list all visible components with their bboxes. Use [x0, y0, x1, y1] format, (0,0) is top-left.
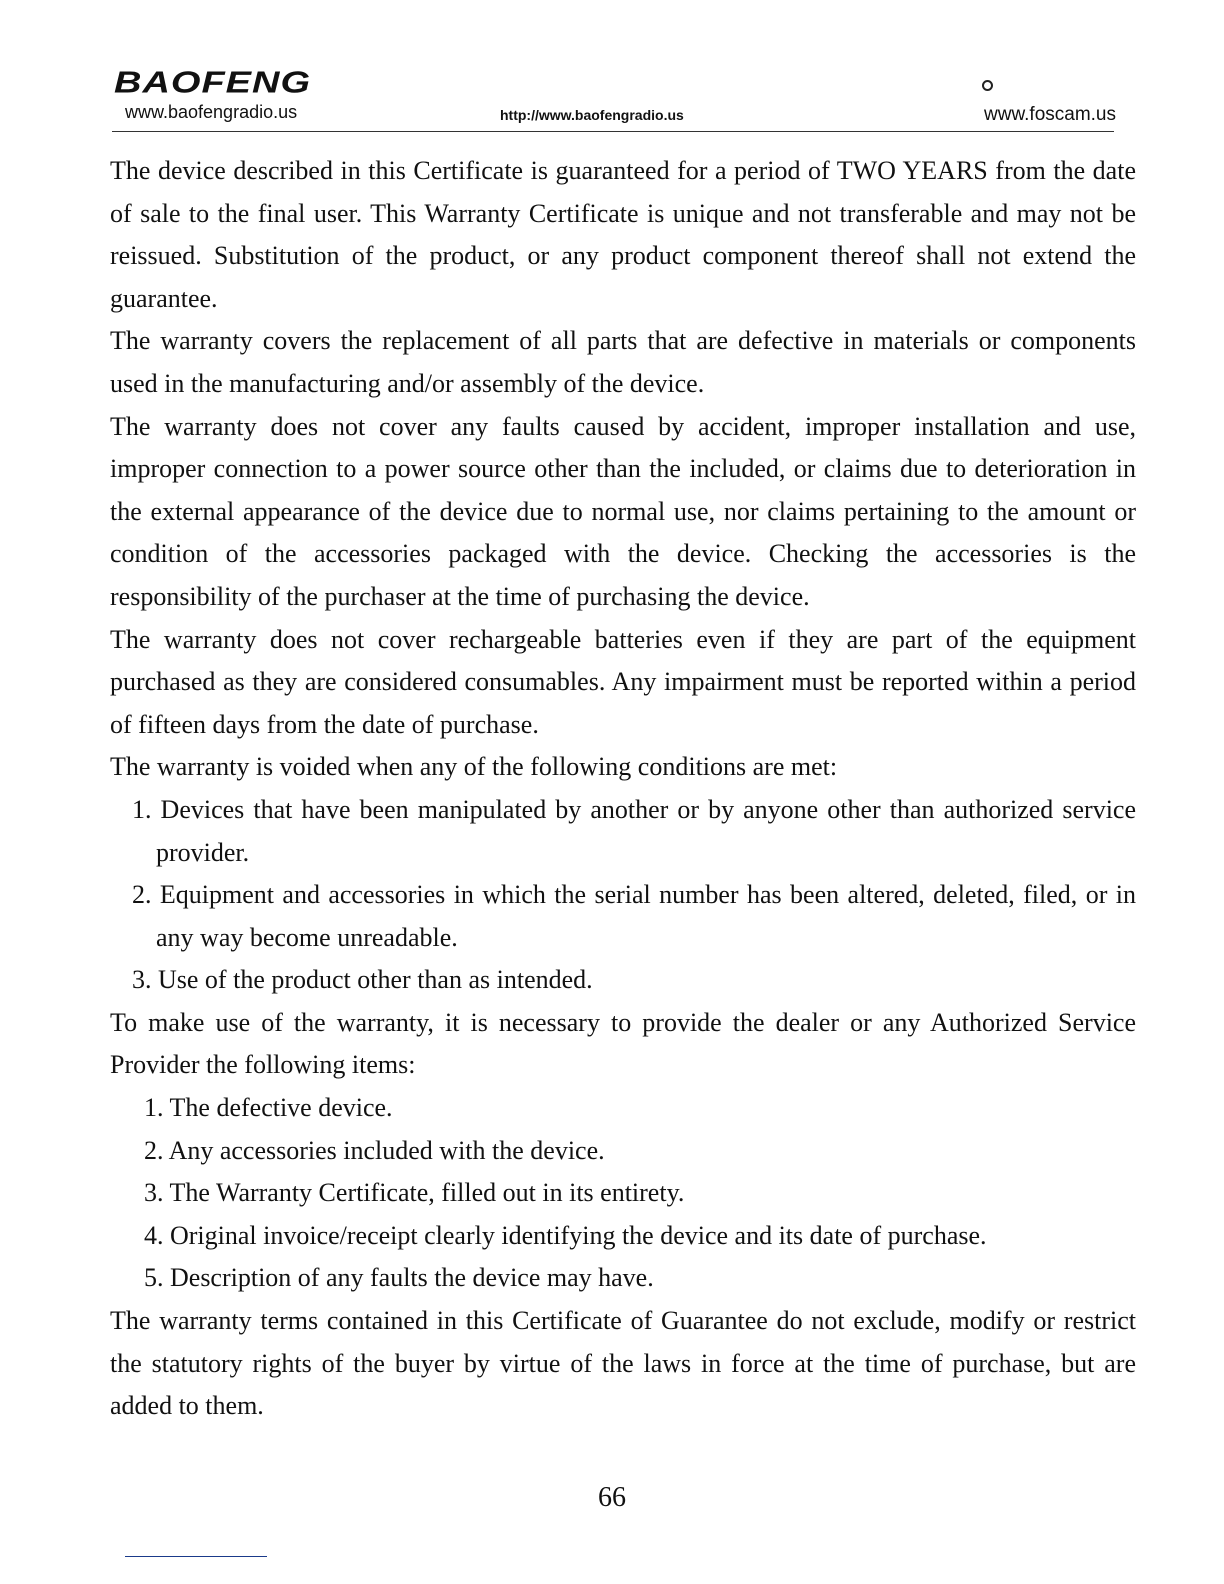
list-item: 2. Any accessories included with the device. — [144, 1135, 605, 1165]
list-item: 4. Original invoice/receipt clearly identifying the device and its date of purchase. — [144, 1220, 987, 1250]
warranty-text — [110, 150, 1136, 1428]
footer-line — [125, 1556, 267, 1557]
list-item: 2. Equipment and accessories in which the serial number has been altered, deleted, filed, or in any way become unreadable. — [132, 880, 1136, 952]
paragraph-coverage: The warranty covers the replacement of all parts that are defective in materials or components used in the manufacturing and/or assembly of the device. — [110, 326, 1136, 398]
header-right-url: www.foscam.us — [984, 104, 1116, 125]
paragraph-exclusions: The warranty does not cover any faults caused by accident, improper installation and use, improper connection to a power source other than the included, or claims due to deterioration in the external appearance of the device due to normal use, nor claims pertaining to the amount or condition of the accessories packaged with the device. Checking the accessories is the responsibility of the purchaser at the time of purchasing the device. — [110, 411, 1136, 611]
list-item: 3. Use of the product other than as intended. — [132, 965, 593, 995]
page-number: 66 — [598, 1482, 626, 1513]
paragraph-void-intro: The warranty is voided when any of the following conditions are met: — [110, 752, 838, 782]
header-divider — [112, 131, 1114, 132]
header-center-url: http://www.baofengradio.us — [500, 107, 684, 123]
decorative-dot — [982, 80, 993, 91]
paragraph-claim-intro: To make use of the warranty, it is necessary to provide the dealer or any Authorized Service Provider the following items: — [110, 1007, 1136, 1080]
paragraph-batteries: The warranty does not cover rechargeable batteries even if they are part of the equipment purchased as they are considered consumables. Any impairment must be reported within a period of fifteen days from the date of purchase. — [110, 624, 1136, 739]
paragraph-guarantee-period: The device described in this Certificate is guaranteed for a period of TWO YEARS from the date of sale to the final user. This Warranty Certificate is unique and not transferable and may not be reissued. Substitution of the product, or any product component thereof shall not extend the guarantee. — [110, 156, 1136, 313]
list-item: 5. Description of any faults the device may have. — [144, 1263, 654, 1293]
paragraph-statutory-rights: The warranty terms contained in this Certificate of Guarantee do not exclude, modify or restrict the statutory rights of the buyer by virtue of the laws in force at the time of purchase, but are added to them. — [110, 1306, 1136, 1421]
list-item: 1. The defective device. — [144, 1093, 393, 1123]
list-item: 1. Devices that have been manipulated by another or by anyone other than authorized service provider. — [132, 794, 1136, 867]
void-conditions-list — [110, 789, 1136, 1002]
brand-logo: BAOFENG — [114, 66, 311, 100]
required-items-list — [110, 1087, 1136, 1300]
header-left-url: www.baofengradio.us — [125, 102, 298, 122]
list-item: 3. The Warranty Certificate, filled out in its entirety. — [144, 1178, 685, 1208]
